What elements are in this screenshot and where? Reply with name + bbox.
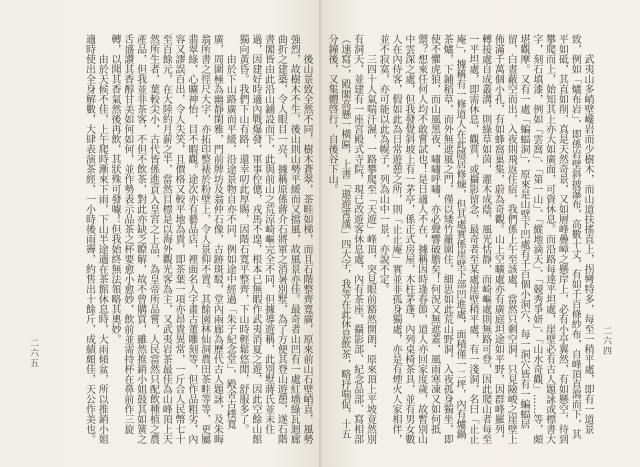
- right-page: [320, 0, 640, 467]
- paragraph: 武夷山多峭壁巉岩而少樹木，而山道扶搖直上，拐彎特多，每至一稍平處，即有一道景致，例如「爐布岩」，即係岩壁斜披瀑布，高數十丈，有如千百條紗布，自峰頂直瀉而下，其平如砥，其直如削，真是天然奇景，又如層峰疊嶂之懸岸上，必有小亭翼然，有如懸空，待到攀爬而上，始知其上亦大如廣面，可資休息。而沿路每達平坦處，崖壁必有古人題詠或標書大字，刻石填漆，例如「雲窩」、「第一山」、「縱地滴天」、「競秀爭妍」、「山水奇觀」……等，頗堪觀摩。又有一處「蝙蝠洞」，原來是山壁下凹處有千百個小洞穴，每一洞穴皆有一蝙蝠居留，白晝蔽空而出，入夜則飛返住宿，我們係上午至該處，當然只剩空洞，只見險峻之崖壁上佈滿千萬個小孔，有如蜂窩巢集，蔚為奇觀。山上空曠處亦有廣庭坦途如平野，因群峰羅列，轉接處自成叢溝，則綠草如茵，灌木成蔭，風光恬靜，而崎嶇處則無路可登，因此爬山者每至一平坦處，即需休息，觀賞，或攝影留念，最奇者至某處崖壁稍平處，有一淺洞，名曰「止止庵」，據稱有一修道人在此隱居修煉，但其處實係崖壁下部凹進處，面積僅一二坪，內有爐鍋茶爐，下鋪稻草，而外無遮風之門，僅以矮竹籬圍住，細思如此荒山野洞，入夜孤身獨坐，即使不懼虎狼，而山風黑夜，嘯嘯呼嘯，亦必聲響破膽矣！何況又無遮蓋，風雨寒凍又如何抵禦？想來任何人均不敢嘗試也！是日適人不在，據稱因時逢春節，道人亦回家度歲，故暫別山中雲深之處，但我發覺斜坡上有一茅亭，係正式房屋，木柱茅蓬，內列桌椅茶具，並有男女數人在內侍客，假如此為日常遊憩之所，則「止止庵」實並非孤身獨處，亦是有煙火人家相伴，並不寂寞，亦可能以此為幌子，列為山中一景，亦說不定。: [377, 34, 593, 444]
- page-number: 二六五: [28, 338, 38, 368]
- page-number: 二六四: [601, 326, 611, 356]
- left-page-body-text: [44, 34, 312, 446]
- paragraph: 由於下山路廣而平緩，沿途景物自亦不同，例如途中經過「朱子紀念堂」，殿舍古樸寬廣，周圍極為幽靜閑雅，門前牌坊及翁仲石像，古跡斑駁，堂內兩廊為歷代古人題詠，及朱晦翁所書之徑尺大字，亦拓印整裱於粉壁上，令人景仰不置。其餘園林仙洞農田茶畦等等，更屬翡翠綠，心曠神怡，目不暇觀。途次亦有藝品店，裡面名人字畫古董雕刻等，但作品粗劣，內容又謬誤百出，令人失笑，且價格又較平地為貴，即茶葉一項亦昂貴異常，一斤合人民幣七十至百餘元，在大陸約月薪之半，當然目標是以海外觀光客為主，又武夷岩茶最佳為山峰頂上天然所生者，葉較尖小，古代皆係進貢入皇宮之上品，為皇帝所品嘗，人民當然只配飲種植之農產品，但我並非茶客，不但不飲茶，對此亦缺乏瞭解，故不曾購買，雖然推銷小姐鼓其如簧之舌盛讚其香醇甘美如何如何，並作勢表示品茶之杯要愈小愈妙，飲前並需持杯在鼻前作三旋轉，以聞其香氣然後再飲，其狀殊可發噱！但我始終無法領略其奧妙。: [109, 34, 236, 444]
- paragraph: 三四十人氣喘汗濕，一路攀爬至「天遊」峰頂，突見眼前豁然開朗，原來頂上平坡竟然別有洞天，並建有一座宮殿式寺院，現已改遊客休息處，內有茶座、攝影部、紀念品部、寫相部（速寫），殿閣高懸一橫匾，上書「遨遊霄漢」四大字，我等在此休息飲茶，略抒喘促，十五分鐘後，又集體啓行，自後谷下山。: [326, 34, 376, 444]
- paragraph: 後山景致全然不同，樹木蒼翠，茶畦如梯，而且石階整齊寬廣，原來前山石壁峭直，風勢強烈，故樹木不生，後山則山勢平緩而又擋風，故風景亦佳。最奇者山凹有一處紅墻綠瓦迴廊曲折之建築，令人眼目一亮，據稱原係蔣介石將軍之消暑別墅，為了方便其登山遊憩，遂石階書閣皆由此沿山鋪設而下，此與前山之荒涼崎嶇完全不同，但據導遊稱，此別墅蔣氏並未住過，因建好時適內戰爆發，軍事倥傯，戎馬不遑，根本已無暇作武夷消夏之遊，因此空餘山館獨向黃昏。我們下山有路，還幸叨此厚賜，因階石寬平整齊，下山時輕鬆悠閒，舒服多了。: [237, 34, 312, 444]
- book-gutter: [319, 0, 321, 467]
- right-page-body-text: [328, 34, 593, 446]
- paragraph: 由於天候不佳，上午爬時漸來下雨，下山半途適在茶館休息時，大雨傾盆，所以推銷小姐適時使出全身解數，大肆表演茶經，一小時後雨霽，約售出十餘斤，成績頗佳，天公作美也。: [83, 34, 108, 444]
